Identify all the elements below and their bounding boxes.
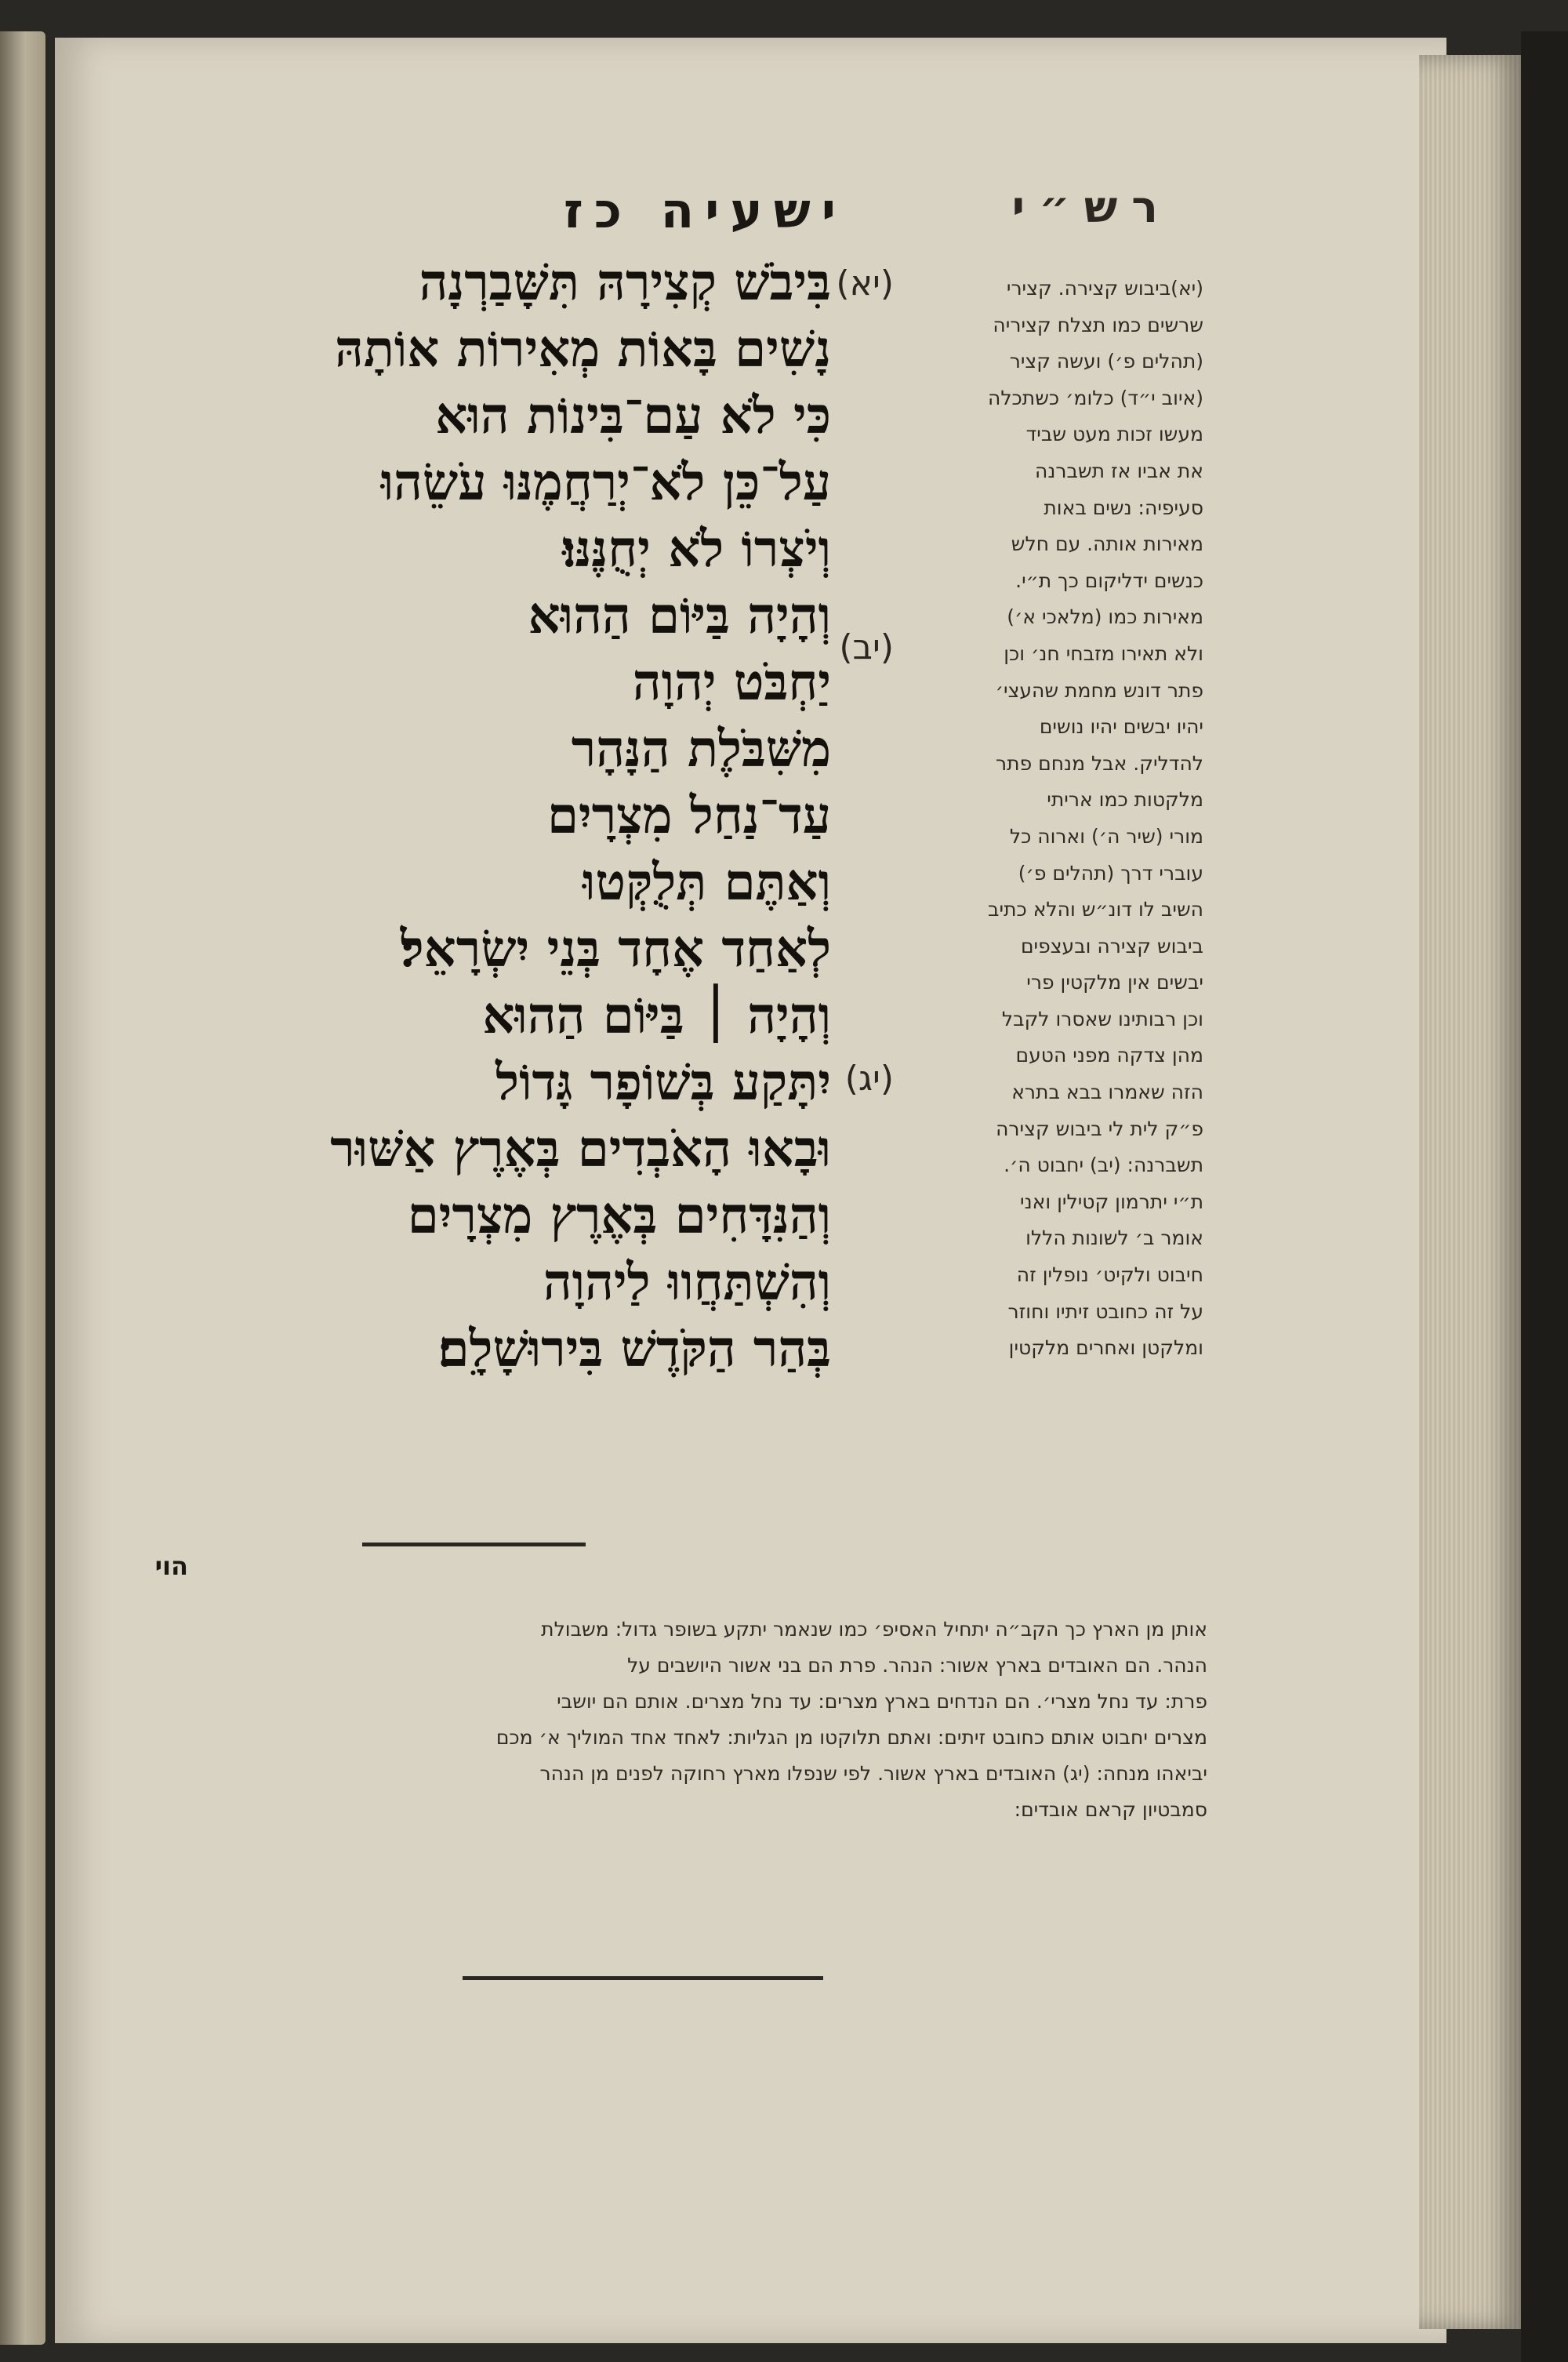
verse-line: וְהַנִּדָּחִים בְּאֶרֶץ מִצְרָיִם (407, 1186, 831, 1245)
commentary-line: מצרים יחבוט אותם כחובט זיתים: ואתם תלוקטו מן הגליות: לאחד אחד המוליך א׳ מכם (495, 1726, 1207, 1749)
verse-line: בִּיבֹשׁ קְצִירָהּ תִּשָּׁבַרְנָה (419, 253, 831, 312)
commentary-line: יביאהו מנחה: (יג) האובדים בארץ אשור. לפי שנפלו מארץ רחוקה לפנים מן הנהר (539, 1762, 1207, 1785)
verse-line: בְּהַר הַקֹּדֶשׁ בִּירוּשָׁלִָם׃ (437, 1320, 831, 1379)
commentary-line: פתר דונש מחמת שהעצי׳ (995, 678, 1203, 702)
commentary-line: (תהלים פ׳) ועשה קציר (1009, 350, 1203, 373)
commentary-line: תשברנה: (יב) יחבוט ה׳. (1004, 1154, 1203, 1177)
verse-number: (יא) (836, 263, 894, 303)
commentary-line: מעשו זכות מעט שביד (1025, 423, 1203, 446)
verse-line: עַד־נַחַל מִצְרָיִם (546, 787, 831, 845)
commentary-line: הנהר. הם האובדים בארץ אשור: הנהר. פרת הם בני אשור היושבים על (627, 1654, 1207, 1677)
page-stack-edge (1419, 55, 1521, 2329)
verse-line: יִתָּקַע בְּשׁוֹפָר גָּדוֹל (495, 1053, 831, 1112)
commentary-line: סעיפיה: נשים באות (1044, 496, 1203, 519)
commentary-line: שרשים כמו תצלח קציריה (993, 313, 1203, 336)
commentary-line: הזה שאמרו בבא בתרא (1011, 1081, 1203, 1104)
verse-line: וְהָיָה ׀ בַּיּוֹם הַהוּא (482, 987, 831, 1045)
commentary-line: יהיו יבשים יהיו נושים (1039, 715, 1203, 739)
catchword: הוי (154, 1551, 188, 1581)
commentary-line: כנשים ידליקום כך ת״י. (1015, 569, 1203, 592)
commentary-line: עוברי דרך (תהלים פ׳) (1018, 861, 1203, 885)
rashi-commentary-column (906, 271, 1203, 1367)
commentary-line: וכן רבותינו שאסרו לקבל (1001, 1007, 1203, 1030)
commentary-line: מהן צדקה מפני הטעם (1015, 1044, 1203, 1067)
commentary-line: פ״ק לית לי ביבוש קצירה (996, 1117, 1203, 1140)
commentary-line: ת״י יתרמון קטילין ואני (1020, 1190, 1203, 1213)
verse-text (141, 249, 831, 1383)
commentary-line: את אביו אז תשברנה (1035, 459, 1203, 482)
commentary-line: חיבוט ולקיט׳ נופלין זה (1016, 1263, 1203, 1287)
rashi-header: רש״י (1011, 182, 1172, 233)
verse-line: וְהָיָה בַּיּוֹם הַהוּא (528, 587, 831, 645)
verse-line: נָשִׁים בָּאוֹת מְאִירוֹת אוֹתָהּ (335, 320, 831, 379)
commentary-line: מלקטות כמו אריתי (1047, 788, 1203, 812)
left-page-edge (0, 31, 45, 2345)
divider-rule (362, 1543, 586, 1546)
verse-line: וְאַתֶּם תְּלֻקְּטוּ (583, 853, 831, 912)
commentary-line: אותן מן הארץ כך הקב״ה יתחיל האסיפ׳ כמו שנאמר יתקע בשופר גדול: משבולת (541, 1618, 1207, 1641)
verse-line: עַל־כֵּן לֹא־יְרַחֲמֶנּוּ עֹשֵׂהוּ (380, 453, 831, 512)
verse-number: (יג) (844, 1059, 894, 1099)
commentary-line: על זה כחובט זיתיו וחוזר (1007, 1299, 1203, 1323)
verse-line: מִשִּׁבֹּלֶת הַנָּהָר (571, 720, 831, 779)
commentary-line: השיב לו דונ״ש והלא כתיב (988, 898, 1203, 921)
verse-number: (יב) (839, 627, 894, 667)
verse-line: לְאַחַד אֶחָד בְּנֵי יִשְׂרָאֵל׃ (400, 920, 831, 979)
commentary-line: מאירות כמו (מלאכי א׳) (1007, 605, 1203, 629)
commentary-line: ביבוש קצירה ובעצפים (1020, 934, 1203, 958)
commentary-line: (איוב י״ד) כלומ׳ כשתכלה (988, 386, 1203, 409)
commentary-line: ומלקטן ואחרים מלקטין (1008, 1336, 1203, 1360)
rashi-commentary-bottom (133, 1612, 1207, 1828)
commentary-line: יבשים אין מלקטין פרי (1026, 971, 1203, 994)
commentary-line: ולא תאירו מזבחי חנ׳ וכן (1004, 641, 1203, 665)
verse-line: וּבָאוּ הָאֹבְדִים בְּאֶרֶץ אַשּׁוּר (330, 1120, 831, 1179)
book-header: ישעיה כז (564, 182, 847, 239)
divider-rule (463, 1976, 823, 1980)
commentary-line: (יא)ביבוש קצירה. קצירי (1006, 277, 1203, 300)
commentary-line: אומר ב׳ לשונות הללו (1025, 1226, 1203, 1250)
commentary-line: מורי (שיר ה׳) וארוה כל (1009, 824, 1203, 848)
verse-line: וְיֹצְרוֹ לֹא יְחֻנֶּנּוּ׃ (562, 520, 831, 579)
commentary-line: להדליק. אבל מנחם פתר (996, 751, 1203, 775)
verse-line: וְהִשְׁתַּחֲווּ לַיהוָה (543, 1253, 831, 1312)
verse-line: כִּי לֹא עַם־בִּינוֹת הוּא (435, 387, 831, 445)
book-cover-edge (1521, 31, 1568, 2362)
verse-line: יַחְבֹּט יְהוָה (632, 653, 831, 712)
commentary-line: פרת: עד נחל מצרי׳. הם הנדחים בארץ מצרים: עד נחל מצרים. אותם הם יושבי (557, 1690, 1207, 1713)
commentary-line: מאירות אותה. עם חלש (1011, 532, 1203, 556)
commentary-line: סמבטיון קראם אובדים: (1014, 1798, 1207, 1821)
